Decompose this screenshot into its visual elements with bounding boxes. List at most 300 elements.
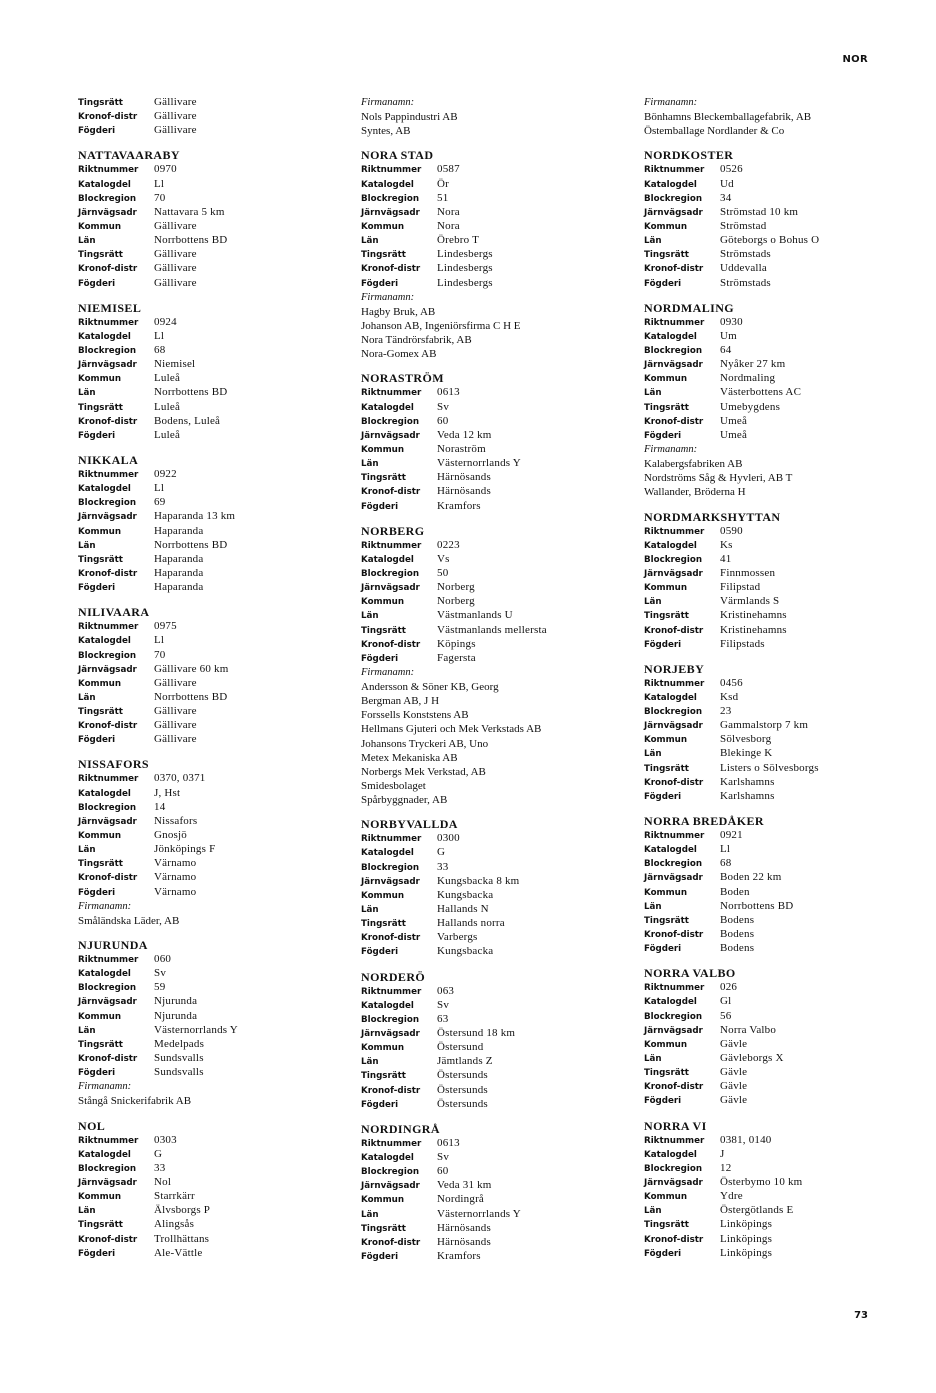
field-row bbox=[361, 553, 616, 567]
field-row bbox=[644, 553, 894, 567]
field-value: Värnamo bbox=[154, 871, 197, 884]
field-row bbox=[78, 1247, 328, 1261]
field-label: Järnvägsadr bbox=[361, 207, 420, 218]
field-label: Kronof-distr bbox=[644, 264, 704, 275]
field-row bbox=[644, 691, 894, 705]
field-row bbox=[78, 496, 328, 510]
field-row bbox=[644, 747, 894, 761]
field-value: Luleå bbox=[154, 372, 181, 385]
field-row bbox=[78, 330, 328, 344]
field-row bbox=[644, 857, 894, 871]
field-row bbox=[644, 900, 894, 914]
firmanamn-heading: Firmanamn: bbox=[644, 97, 698, 108]
firm-name: Norbergs Mek Verkstad, AB bbox=[361, 765, 486, 778]
field-row bbox=[361, 999, 616, 1013]
field-value: Östersunds bbox=[437, 1083, 488, 1096]
field-row bbox=[78, 733, 328, 747]
field-value: Linköpings bbox=[720, 1232, 773, 1245]
field-row bbox=[361, 429, 616, 443]
column-1 bbox=[78, 96, 328, 1271]
field-value: Bodens bbox=[720, 913, 755, 926]
field-value: 56 bbox=[720, 1009, 732, 1022]
field-label: Tingsrätt bbox=[361, 473, 406, 484]
field-label: Fögderi bbox=[644, 278, 682, 289]
field-label: Blockregion bbox=[644, 554, 703, 565]
field-value: Bodens, Luleå bbox=[154, 414, 221, 427]
field-label: Riktnummer bbox=[78, 622, 139, 633]
field-label: Fögderi bbox=[644, 791, 682, 802]
field-value: Niemisel bbox=[154, 358, 196, 371]
field-value: Västernorrlands Y bbox=[437, 457, 521, 470]
field-row bbox=[361, 1151, 616, 1165]
field-value: Nyåker 27 km bbox=[720, 358, 786, 371]
firmanamn-heading: Firmanamn: bbox=[644, 443, 698, 455]
entry-nilivaara bbox=[78, 605, 328, 747]
field-label: Blockregion bbox=[78, 650, 137, 661]
field-row bbox=[361, 277, 616, 291]
field-value: 59 bbox=[154, 981, 166, 994]
field-value: 0381, 0140 bbox=[720, 1133, 772, 1146]
field-label: Län bbox=[644, 597, 662, 608]
firm-name: Hagby Bruk, AB bbox=[361, 305, 436, 318]
field-value: Gällivare bbox=[154, 262, 197, 275]
firm-name: Bergman AB, J H bbox=[361, 695, 440, 708]
field-label: Fögderi bbox=[78, 735, 116, 746]
firm-name: Nora-Gomex AB bbox=[361, 348, 437, 361]
field-label: Fögderi bbox=[361, 947, 399, 958]
field-value: Kungsbacka bbox=[437, 888, 494, 901]
field-value: 0924 bbox=[154, 315, 177, 328]
field-label: Katalogdel bbox=[361, 1000, 414, 1011]
field-label: Katalogdel bbox=[644, 1149, 697, 1160]
field-label: Kommun bbox=[78, 1011, 122, 1022]
field-row bbox=[361, 609, 616, 623]
field-label: Blockregion bbox=[361, 862, 420, 873]
field-value: Trollhättans bbox=[154, 1232, 210, 1245]
field-row bbox=[78, 510, 328, 524]
field-row bbox=[78, 124, 328, 138]
field-label: Katalogdel bbox=[78, 331, 131, 342]
field-value: 060 bbox=[154, 953, 172, 966]
firm-name: Forssells Konststens AB bbox=[361, 709, 469, 722]
field-row bbox=[361, 471, 616, 485]
firm-name: Smidesbolaget bbox=[361, 780, 426, 793]
field-row bbox=[644, 539, 894, 553]
field-row bbox=[78, 1066, 328, 1080]
field-label: Kronof-distr bbox=[644, 1082, 704, 1093]
field-row bbox=[644, 624, 894, 638]
firm-name: Nols Pappindustri AB bbox=[361, 111, 458, 124]
field-label: Kommun bbox=[644, 221, 688, 232]
field-label: Kronof-distr bbox=[78, 264, 138, 275]
field-row bbox=[78, 539, 328, 553]
field-label: Fögderi bbox=[78, 278, 116, 289]
field-value: J bbox=[720, 1147, 725, 1160]
field-label: Järnvägsadr bbox=[644, 568, 703, 579]
field-label: Katalogdel bbox=[361, 402, 414, 413]
field-label: Järnvägsadr bbox=[78, 360, 137, 371]
field-label: Järnvägsadr bbox=[644, 873, 703, 884]
field-label: Län bbox=[644, 236, 662, 247]
field-label: Tingsrätt bbox=[78, 402, 123, 413]
field-value: Hallands N bbox=[437, 903, 489, 916]
field-value: Värnamo bbox=[154, 857, 197, 870]
field-value: 50 bbox=[437, 566, 449, 579]
field-label: Tingsrätt bbox=[644, 1068, 689, 1079]
field-label: Katalogdel bbox=[78, 1149, 131, 1160]
field-value: Älvsborgs P bbox=[154, 1204, 211, 1217]
place-name: NIKKALA bbox=[78, 452, 139, 467]
field-value: Gällivare bbox=[154, 276, 197, 289]
field-row bbox=[361, 485, 616, 499]
field-value: Sv bbox=[437, 400, 450, 413]
field-label: Blockregion bbox=[361, 1167, 420, 1178]
field-label: Tingsrätt bbox=[644, 611, 689, 622]
field-value: Nordingrå bbox=[437, 1193, 485, 1206]
field-label: Kommun bbox=[78, 374, 122, 385]
field-value: 63 bbox=[437, 1012, 449, 1025]
field-value: Östersunds bbox=[437, 1069, 488, 1082]
field-row bbox=[644, 609, 894, 623]
field-row bbox=[78, 234, 328, 248]
field-value: Härnösands bbox=[437, 471, 491, 484]
field-label: Fögderi bbox=[644, 1248, 682, 1259]
field-label: Tingsrätt bbox=[361, 250, 406, 261]
entry-nordmarkshyttan bbox=[644, 510, 894, 652]
field-value: Uddevalla bbox=[720, 262, 768, 275]
field-value: 0526 bbox=[720, 163, 743, 176]
field-value: Göteborgs o Bohus O bbox=[720, 234, 820, 247]
field-label: Kommun bbox=[78, 221, 122, 232]
field-row bbox=[78, 677, 328, 691]
field-label: Län bbox=[361, 1209, 379, 1220]
field-label: Kommun bbox=[644, 374, 688, 385]
field-row bbox=[78, 1038, 328, 1052]
field-label: Tingsrätt bbox=[644, 402, 689, 413]
field-row bbox=[78, 857, 328, 871]
field-row bbox=[78, 192, 328, 206]
field-label: Järnvägsadr bbox=[78, 816, 137, 827]
field-label: Kommun bbox=[78, 1192, 122, 1203]
field-row bbox=[644, 330, 894, 344]
place-name: NATTAVAARABY bbox=[78, 148, 180, 163]
field-row bbox=[78, 1190, 328, 1204]
firm-name: Småländska Läder, AB bbox=[78, 914, 180, 927]
field-value: Veda 31 km bbox=[437, 1179, 492, 1192]
field-label: Tingsrätt bbox=[361, 919, 406, 930]
place-name: NORASTRÖM bbox=[361, 371, 444, 386]
field-row bbox=[78, 468, 328, 482]
field-row bbox=[361, 262, 616, 276]
field-row bbox=[361, 192, 616, 206]
field-row bbox=[78, 1024, 328, 1038]
field-row bbox=[644, 595, 894, 609]
field-value: Norberg bbox=[437, 581, 475, 594]
field-label: Kommun bbox=[361, 597, 405, 608]
field-value: Blekinge K bbox=[720, 747, 773, 760]
field-value: Västmanlands mellersta bbox=[437, 623, 547, 636]
field-value: 0970 bbox=[154, 163, 177, 176]
field-row bbox=[361, 1236, 616, 1250]
field-row bbox=[644, 942, 894, 956]
field-row bbox=[644, 776, 894, 790]
field-row bbox=[644, 1233, 894, 1247]
field-row bbox=[78, 1148, 328, 1162]
field-row bbox=[361, 652, 616, 666]
field-row bbox=[644, 733, 894, 747]
field-row bbox=[78, 316, 328, 330]
field-row bbox=[78, 871, 328, 885]
field-label: Katalogdel bbox=[78, 636, 131, 647]
field-label: Fögderi bbox=[78, 126, 116, 137]
field-label: Tingsrätt bbox=[78, 1039, 123, 1050]
field-row bbox=[361, 595, 616, 609]
field-label: Län bbox=[78, 692, 96, 703]
field-row bbox=[644, 705, 894, 719]
field-row bbox=[644, 1038, 894, 1052]
field-row bbox=[644, 1176, 894, 1190]
field-label: Riktnummer bbox=[78, 317, 139, 328]
firm-name: Stångå Snickerifabrik AB bbox=[78, 1095, 192, 1108]
field-value: Värmlands S bbox=[720, 595, 780, 608]
field-label: Riktnummer bbox=[361, 986, 422, 997]
field-label: Kronof-distr bbox=[78, 1054, 138, 1065]
field-row bbox=[644, 914, 894, 928]
field-row bbox=[644, 1218, 894, 1232]
field-row bbox=[78, 620, 328, 634]
field-value: Jönköpings F bbox=[154, 843, 216, 856]
field-label: Fögderi bbox=[644, 430, 682, 441]
firmanamn-heading: Firmanamn: bbox=[78, 1081, 132, 1093]
field-value: 063 bbox=[437, 984, 455, 997]
field-label: Kommun bbox=[361, 221, 405, 232]
field-row bbox=[78, 206, 328, 220]
field-value: Kramfors bbox=[437, 499, 481, 512]
field-value: Linköpings bbox=[720, 1218, 773, 1231]
entry-norra-vi bbox=[644, 1119, 894, 1261]
field-value: Ör bbox=[437, 177, 450, 190]
field-row bbox=[644, 1204, 894, 1218]
field-value: Kungsbacka 8 km bbox=[437, 874, 520, 887]
field-label: Blockregion bbox=[644, 1011, 703, 1022]
field-label: Järnvägsadr bbox=[78, 664, 137, 675]
place-name: NORRA BREDÅKER bbox=[644, 814, 764, 829]
field-label: Kronof-distr bbox=[361, 264, 421, 275]
field-value: Strömstads bbox=[720, 276, 771, 289]
field-label: Kronof-distr bbox=[78, 721, 138, 732]
field-label: Katalogdel bbox=[78, 969, 131, 980]
field-value: 0930 bbox=[720, 315, 743, 328]
field-row bbox=[644, 1024, 894, 1038]
field-label: Tingsrätt bbox=[361, 625, 406, 636]
field-value: Njurunda bbox=[154, 995, 198, 1008]
field-label: Katalogdel bbox=[361, 848, 414, 859]
field-value: Njurunda bbox=[154, 1009, 198, 1022]
field-label: Tingsrätt bbox=[644, 1220, 689, 1231]
firmanamn-heading: Firmanamn: bbox=[361, 291, 415, 303]
field-label: Riktnummer bbox=[78, 469, 139, 480]
field-row bbox=[644, 277, 894, 291]
entry-nattavaaraby bbox=[78, 148, 328, 290]
field-label: Tingsrätt bbox=[78, 707, 123, 718]
field-label: Riktnummer bbox=[78, 1135, 139, 1146]
field-value: Värnamo bbox=[154, 885, 197, 898]
field-label: Katalogdel bbox=[644, 997, 697, 1008]
field-value: Norra Valbo bbox=[720, 1023, 777, 1036]
field-row bbox=[361, 443, 616, 457]
field-value: Gävleborgs X bbox=[720, 1052, 784, 1065]
field-label: Kronof-distr bbox=[644, 625, 704, 636]
field-row bbox=[78, 220, 328, 234]
field-value: Norberg bbox=[437, 595, 475, 608]
field-row bbox=[361, 875, 616, 889]
field-row bbox=[78, 163, 328, 177]
field-row bbox=[644, 928, 894, 942]
field-value: Kristinehamns bbox=[720, 623, 787, 636]
field-value: 64 bbox=[720, 343, 732, 356]
field-value: Östersund bbox=[437, 1041, 484, 1054]
field-row bbox=[644, 192, 894, 206]
field-label: Län bbox=[78, 1206, 96, 1217]
field-value: 0223 bbox=[437, 538, 460, 551]
field-value: Gammalstorp 7 km bbox=[720, 719, 809, 732]
field-label: Riktnummer bbox=[361, 834, 422, 845]
field-value: Västernorrlands Y bbox=[154, 1023, 238, 1036]
field-value: Ale-Vättle bbox=[154, 1246, 203, 1259]
field-value: Gävle bbox=[720, 1080, 748, 1093]
field-value: Sv bbox=[437, 998, 450, 1011]
field-value: Gällivare 60 km bbox=[154, 662, 229, 675]
field-value: Haparanda 13 km bbox=[154, 510, 236, 523]
field-label: Järnvägsadr bbox=[78, 512, 137, 523]
field-label: Blockregion bbox=[644, 707, 703, 718]
firm-name: Wallander, Bröderna H bbox=[644, 486, 746, 499]
entry-continuation bbox=[78, 96, 328, 138]
field-label: Blockregion bbox=[644, 859, 703, 870]
field-row bbox=[644, 843, 894, 857]
field-value: Norrbottens BD bbox=[720, 899, 794, 912]
field-label: Katalogdel bbox=[644, 179, 697, 190]
field-label: Katalogdel bbox=[644, 692, 697, 703]
field-label: Kronof-distr bbox=[644, 416, 704, 427]
field-row bbox=[644, 206, 894, 220]
field-label: Blockregion bbox=[78, 983, 137, 994]
field-value: Luleå bbox=[154, 400, 181, 413]
field-value: Gällivare bbox=[154, 705, 197, 718]
field-value: Gällivare bbox=[154, 124, 197, 137]
place-name: NORRA VALBO bbox=[644, 966, 736, 981]
field-label: Riktnummer bbox=[78, 774, 139, 785]
field-value: Luleå bbox=[154, 428, 181, 441]
field-label: Län bbox=[644, 388, 662, 399]
field-row bbox=[361, 1027, 616, 1041]
field-row bbox=[78, 248, 328, 262]
field-row bbox=[78, 429, 328, 443]
field-row bbox=[644, 719, 894, 733]
field-value: Alingsås bbox=[154, 1218, 195, 1231]
field-value: Gävle bbox=[720, 1066, 748, 1079]
field-row bbox=[644, 163, 894, 177]
field-label: Län bbox=[361, 459, 379, 470]
field-label: Riktnummer bbox=[361, 165, 422, 176]
field-row bbox=[361, 945, 616, 959]
field-label: Blockregion bbox=[78, 193, 137, 204]
field-row bbox=[78, 705, 328, 719]
field-row bbox=[644, 567, 894, 581]
field-row bbox=[78, 96, 328, 110]
field-value: 0303 bbox=[154, 1133, 177, 1146]
column-3 bbox=[644, 96, 894, 1271]
field-value: Kramfors bbox=[437, 1249, 481, 1262]
field-value: 0921 bbox=[720, 829, 743, 842]
field-label: Blockregion bbox=[361, 568, 420, 579]
field-value: Sundsvalls bbox=[154, 1052, 204, 1065]
field-label: Fögderi bbox=[361, 1251, 399, 1262]
field-row bbox=[78, 344, 328, 358]
field-label: Kommun bbox=[644, 583, 688, 594]
field-label: Län bbox=[644, 1054, 662, 1065]
field-value: Gällivare bbox=[154, 110, 197, 123]
entry-nora-stad bbox=[361, 148, 616, 361]
field-row bbox=[644, 248, 894, 262]
field-value: Filipstad bbox=[720, 581, 761, 594]
field-row bbox=[78, 787, 328, 801]
field-label: Tingsrätt bbox=[361, 1071, 406, 1082]
field-value: Norrbottens BD bbox=[154, 690, 228, 703]
field-value: Starrkärr bbox=[154, 1190, 195, 1203]
field-label: Kommun bbox=[361, 1043, 405, 1054]
field-value: Ks bbox=[720, 538, 733, 551]
field-label: Fögderi bbox=[361, 278, 399, 289]
firm-name: Nora Tändrörsfabrik, AB bbox=[361, 334, 472, 347]
field-value: Medelpads bbox=[154, 1037, 205, 1050]
field-value: Bodens bbox=[720, 928, 755, 941]
firm-name: Johansons Tryckeri AB, Uno bbox=[361, 737, 489, 750]
field-row bbox=[361, 1208, 616, 1222]
field-label: Fögderi bbox=[78, 887, 116, 898]
place-name: NORDMARKSHYTTAN bbox=[644, 509, 781, 524]
field-label: Katalogdel bbox=[644, 845, 697, 856]
field-label: Län bbox=[361, 611, 379, 622]
field-value: Norrbottens BD bbox=[154, 386, 228, 399]
field-row bbox=[644, 871, 894, 885]
field-label: Kronof-distr bbox=[78, 1234, 138, 1245]
field-row bbox=[361, 903, 616, 917]
field-label: Tingsrätt bbox=[644, 915, 689, 926]
entry-nol bbox=[78, 1119, 328, 1261]
field-row bbox=[78, 843, 328, 857]
field-row bbox=[644, 1010, 894, 1024]
field-value: Finnmossen bbox=[720, 566, 776, 579]
field-value: 0613 bbox=[437, 1136, 460, 1149]
field-row bbox=[361, 638, 616, 652]
field-label: Kronof-distr bbox=[361, 639, 421, 650]
field-row bbox=[644, 790, 894, 804]
field-row bbox=[361, 1069, 616, 1083]
place-name: NORJEBY bbox=[644, 661, 705, 676]
field-value: Veda 12 km bbox=[437, 428, 492, 441]
field-value: Sv bbox=[154, 967, 167, 980]
field-row bbox=[78, 1218, 328, 1232]
field-label: Fögderi bbox=[644, 944, 682, 955]
field-label: Kronof-distr bbox=[644, 930, 704, 941]
field-row bbox=[644, 525, 894, 539]
field-value: Nissafors bbox=[154, 814, 198, 827]
field-label: Tingsrätt bbox=[78, 1220, 123, 1231]
field-value: G bbox=[154, 1147, 163, 1160]
field-row bbox=[78, 967, 328, 981]
field-row bbox=[361, 401, 616, 415]
